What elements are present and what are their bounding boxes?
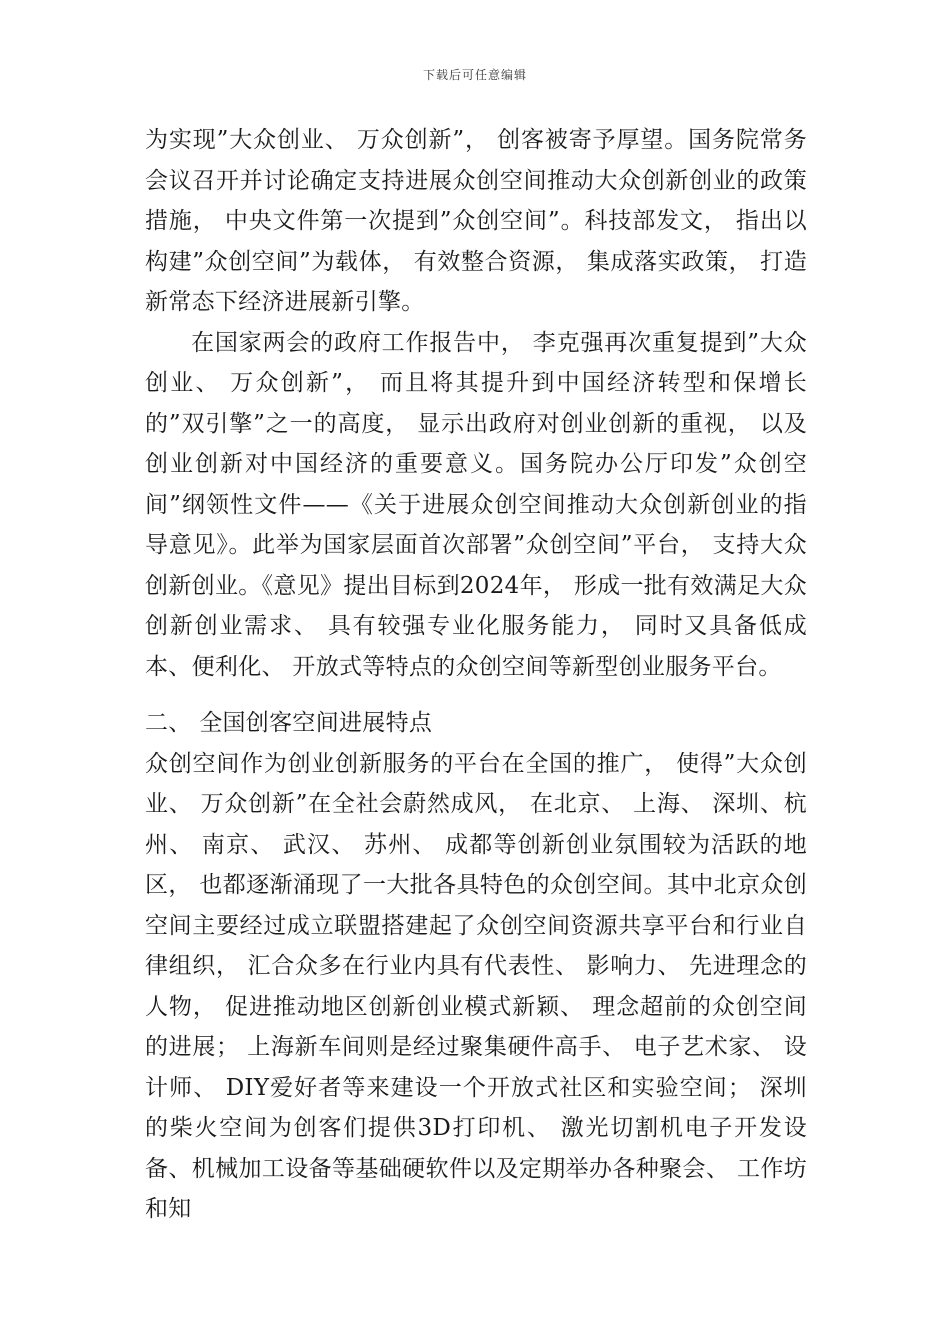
section-heading: 二、 全国创客空间进展特点 <box>145 710 433 736</box>
download-note: 下载后可任意编辑 <box>422 68 527 82</box>
document-body <box>145 120 807 1230</box>
paragraph-maker-spaces: 众创空间作为创业创新服务的平台在全国的推广， 使得”大众创业、 万众创新”在全社会蔚然成风， 在北京、 上海、 深圳、杭州、 南京、 武汉、 苏州、 成都等创新创业氛围较为活跃的地区， 也都逐渐涌现了一大批各具特色的众创空间。其中北京众创空间主要经过成立联盟搭建起了众创空间资源共享平台和行业自律组织， 汇合众多在行业内具有代表性、 影响力、 先进理念的人物， 促进推动地区创新创业模式新颖、 理念超前的众创空间的进展； 上海新车间则是经过聚集硬件高手、 电子艺术家、 设计师、 DIY爱好者等来建设一个开放式社区和实验空间； 深圳的柴火空间为创客们提供3D打印机、 激光切割机电子开发设备、机械加工设备等基础硬软件以及定期举办各种聚会、 工作坊和知 <box>145 750 807 1222</box>
paragraph-intro: 为实现”大众创业、 万众创新”， 创客被寄予厚望。国务院常务会议召开并讨论确定支持进展众创空间推动大众创新创业的政策措施， 中央文件第一次提到”众创空间”。科技部发文， 指出以构建”众创空间”为载体， 有效整合资源， 集成落实政策， 打造新常态下经济进展新引擎。 <box>145 127 807 315</box>
paragraph-two-sessions: 在国家两会的政府工作报告中， 李克强再次重复提到”大众创业、 万众创新”， 而且将其提升到中国经济转型和保增长的”双引擎”之一的高度， 显示出政府对创业创新的重视， 以及创业创新对中国经济的重要意义。国务院办公厅印发”众创空间”纲领性文件——《关于进展众创空间推动大众创新创业的指导意见》。此举为国家层面首次部署”众创空间”平台， 支持大众创新创业。《意见》提出目标到2024年， 形成一批有效满足大众创新创业需求、 具有较强专业化服务能力， 同时又具备低成本、便利化、 开放式等特点的众创空间等新型创业服务平台。 <box>145 329 807 680</box>
